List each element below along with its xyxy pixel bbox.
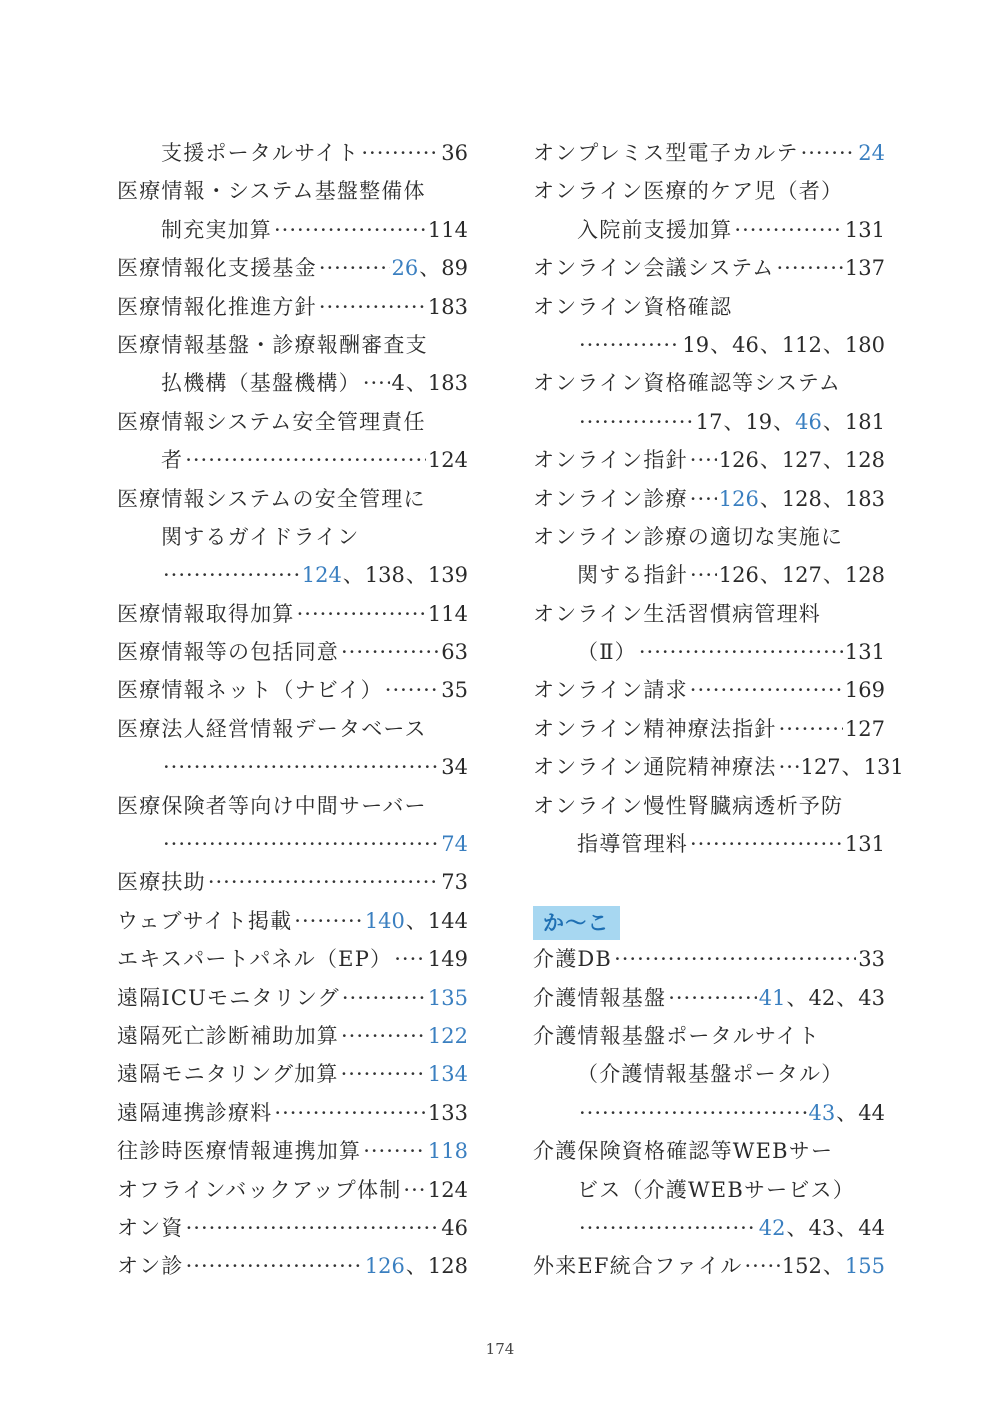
page-refs <box>365 1247 468 1285</box>
index-term: オンライン診療 <box>533 486 688 511</box>
page-refs <box>441 748 468 786</box>
leader-dots <box>579 326 680 364</box>
page-separator: 、 <box>710 332 732 357</box>
page-refs <box>782 1247 885 1285</box>
page-separator: 、 <box>405 1254 427 1279</box>
leader-dots <box>639 633 843 671</box>
leader-dots <box>341 1055 426 1093</box>
page-refs <box>858 940 885 978</box>
index-term: ビス（介護WEBサービス） <box>577 1177 855 1202</box>
index-term: オン資 <box>117 1215 184 1240</box>
index-entry <box>533 211 885 249</box>
leader-dots <box>668 979 757 1017</box>
page-separator: 、 <box>786 1215 808 1240</box>
leader-dots <box>776 249 842 287</box>
index-term: オンライン通院精神療法 <box>533 755 777 780</box>
page-ref-highlight: 24 <box>858 141 885 165</box>
index-term: オン診 <box>117 1254 184 1279</box>
index-term: 外来EF統合ファイル <box>533 1254 743 1279</box>
index-column-left <box>117 134 468 1286</box>
page-ref-highlight: 41 <box>758 985 786 1010</box>
index-term: オンライン指針 <box>533 448 688 473</box>
page-ref: 114 <box>427 217 468 242</box>
page-refs <box>428 940 468 978</box>
page-ref: 112 <box>781 332 822 357</box>
leader-dots <box>363 364 390 402</box>
index-term: 介護情報基盤 <box>533 985 667 1010</box>
index-term: 関するガイドライン <box>161 524 360 549</box>
page-ref-highlight: 43 <box>808 1100 836 1125</box>
leader-dots <box>579 1094 807 1132</box>
page-refs <box>858 134 885 172</box>
page-ref: 73 <box>441 870 468 895</box>
index-entry <box>117 1017 468 1055</box>
page-separator: 、 <box>759 563 781 588</box>
page-ref: 127 <box>781 563 822 588</box>
leader-dots <box>363 1132 426 1170</box>
index-term: 支援ポータルサイト <box>161 141 360 165</box>
page-refs <box>845 249 885 287</box>
index-entry <box>533 1094 885 1132</box>
index-term: 医療情報・システム基盤整備体 <box>117 179 426 204</box>
page-ref: 152 <box>781 1254 822 1279</box>
index-term: 遠隔死亡診断補助加算 <box>117 1023 339 1048</box>
page-separator: 、 <box>836 985 858 1010</box>
index-entry <box>117 633 468 671</box>
page-refs <box>441 863 468 901</box>
index-column-right <box>533 134 904 1286</box>
page-ref: 139 <box>427 563 468 588</box>
page-separator: 、 <box>822 409 844 434</box>
leader-dots <box>579 1209 757 1247</box>
index-term: 医療情報取得加算 <box>117 601 295 626</box>
index-entry <box>533 403 885 441</box>
index-entry <box>533 249 885 287</box>
index-entry <box>117 288 468 326</box>
page-ref: 124 <box>427 1177 468 1202</box>
page-refs <box>441 825 468 863</box>
index-term: エキスパートパネル（EP） <box>117 947 393 972</box>
index-term: 医療保険者等向け中間サーバー <box>117 793 427 818</box>
index-entry <box>117 403 468 441</box>
index-entry <box>117 518 468 556</box>
page-separator: 、 <box>405 371 427 396</box>
page-refs <box>845 671 885 709</box>
index-term: 医療情報化推進方針 <box>117 294 317 319</box>
index-entry <box>117 940 468 978</box>
page-ref: 126 <box>718 448 759 473</box>
leader-dots <box>319 288 426 326</box>
index-term: オンライン精神療法指針 <box>533 716 777 741</box>
page-ref: 43 <box>858 985 885 1010</box>
page-separator: 、 <box>773 409 795 434</box>
page-separator: 、 <box>841 755 863 780</box>
leader-dots <box>744 1247 779 1285</box>
page-ref: 124 <box>427 448 468 473</box>
page-ref: 128 <box>844 563 885 588</box>
leader-dots <box>690 480 717 518</box>
page-refs <box>428 211 468 249</box>
leader-dots <box>274 1094 426 1132</box>
page-ref: 42 <box>808 985 836 1010</box>
page-refs <box>365 902 468 940</box>
index-entry <box>117 441 468 479</box>
page-refs <box>696 403 885 441</box>
page-ref: 180 <box>844 332 885 357</box>
page-refs <box>428 1094 468 1132</box>
index-term: オンライン医療的ケア児（者） <box>533 179 844 204</box>
page-refs <box>719 556 885 594</box>
page-refs <box>428 1017 468 1055</box>
leader-dots <box>801 134 857 172</box>
page-separator: 、 <box>822 486 844 511</box>
page-ref: 19 <box>682 332 710 357</box>
page-ref: 35 <box>441 678 468 703</box>
index-term: 関する指針 <box>577 563 688 588</box>
leader-dots <box>294 902 363 940</box>
index-entry <box>117 1132 468 1170</box>
page-ref-highlight: 122 <box>427 1023 468 1048</box>
leader-dots <box>579 403 694 441</box>
page-ref: 44 <box>858 1215 885 1240</box>
leader-dots <box>779 748 799 786</box>
section-heading: か〜こ <box>533 906 620 940</box>
index-term: 医療情報化支援基金 <box>117 256 317 281</box>
page-refs <box>759 979 885 1017</box>
page-ref-highlight: 126 <box>364 1254 405 1279</box>
index-entry <box>117 172 468 210</box>
index-term: オフラインバックアップ体制 <box>117 1177 402 1202</box>
index-entry <box>533 979 885 1017</box>
page-refs <box>801 748 904 786</box>
page-ref: 183 <box>844 486 885 511</box>
index-entry <box>117 825 468 863</box>
index-entry <box>117 134 468 172</box>
page-refs <box>392 364 468 402</box>
index-entry <box>533 748 904 786</box>
page-ref: 128 <box>844 448 885 473</box>
page-ref: 127 <box>781 448 822 473</box>
page-refs <box>428 979 468 1017</box>
page-ref: 126 <box>718 563 759 588</box>
index-entry <box>533 1247 885 1285</box>
page-number: 174 <box>485 1340 515 1358</box>
leader-dots <box>394 940 426 978</box>
page-ref: 137 <box>844 256 885 281</box>
page-ref: 34 <box>441 755 468 780</box>
page-separator: 、 <box>405 563 427 588</box>
leader-dots <box>361 134 439 172</box>
page-refs <box>845 825 885 863</box>
index-entry <box>533 556 885 594</box>
page-ref: 46 <box>441 1215 468 1240</box>
page-refs <box>845 710 885 748</box>
leader-dots <box>690 825 843 863</box>
page-ref: 89 <box>441 256 468 281</box>
page-refs <box>845 211 885 249</box>
leader-dots <box>163 825 439 863</box>
leader-dots <box>319 249 390 287</box>
index-entry <box>117 249 468 287</box>
index-entry <box>117 863 468 901</box>
page-refs <box>809 1094 885 1132</box>
index-term: オンプレミス型電子カルテ <box>533 141 799 165</box>
index-entry <box>117 1247 468 1285</box>
page-separator: 、 <box>419 256 441 281</box>
leader-dots <box>297 595 426 633</box>
index-term: 指導管理料 <box>577 832 688 857</box>
index-entry <box>533 1017 885 1055</box>
index-entry <box>533 940 885 978</box>
leader-dots <box>163 556 300 594</box>
page-ref-highlight: 134 <box>427 1062 468 1087</box>
index-term: 者 <box>161 448 184 473</box>
page-separator: 、 <box>759 486 781 511</box>
section-heading-row <box>533 902 885 940</box>
leader-dots <box>208 863 439 901</box>
leader-dots <box>690 441 717 479</box>
page-ref: 131 <box>863 755 904 780</box>
page-ref-highlight: 42 <box>758 1215 786 1240</box>
page-ref-highlight: 124 <box>301 563 342 588</box>
page-separator: 、 <box>822 1254 844 1279</box>
index-entry <box>533 671 885 709</box>
index-term: オンライン生活習慣病管理料 <box>533 601 821 626</box>
leader-dots <box>163 748 439 786</box>
index-term: オンライン資格確認等システム <box>533 371 842 396</box>
index-entry <box>533 1209 885 1247</box>
page-ref: 46 <box>732 332 759 357</box>
page-ref: 36 <box>441 141 468 165</box>
index-term: オンライン請求 <box>533 678 688 703</box>
index-entry <box>533 825 885 863</box>
page-refs <box>428 1055 468 1093</box>
index-term: オンライン会議システム <box>533 256 775 281</box>
page-refs <box>682 326 885 364</box>
index-entry <box>117 556 468 594</box>
index-entry <box>533 1132 885 1170</box>
index-entry <box>117 787 468 825</box>
index-entry <box>533 326 885 364</box>
index-entry <box>533 787 885 825</box>
index-term: オンライン資格確認 <box>533 294 733 319</box>
index-term: オンライン慢性腎臓病透析予防 <box>533 793 844 818</box>
leader-dots <box>779 710 843 748</box>
index-term: 医療情報システムの安全管理に <box>117 486 426 511</box>
page-separator: 、 <box>342 563 364 588</box>
page-ref: 131 <box>844 217 885 242</box>
index-entry <box>533 364 885 402</box>
index-term: 医療情報ネット（ナビイ） <box>117 678 383 703</box>
index-term: 医療扶助 <box>117 870 206 895</box>
page-ref: 128 <box>781 486 822 511</box>
page-ref-highlight: 26 <box>391 256 419 281</box>
index-entry <box>533 172 885 210</box>
page-refs <box>302 556 468 594</box>
page-ref-highlight: 155 <box>844 1254 885 1279</box>
page-refs <box>719 441 885 479</box>
leader-dots <box>614 940 856 978</box>
page-ref: 183 <box>427 371 468 396</box>
index-term: （Ⅱ） <box>577 640 637 665</box>
leader-dots <box>186 1247 363 1285</box>
index-entry <box>533 633 885 671</box>
index-entry <box>533 288 885 326</box>
index-entry <box>117 671 468 709</box>
index-term: 医療情報システム安全管理責任 <box>117 409 426 434</box>
index-entry <box>533 134 885 172</box>
leader-dots <box>734 211 843 249</box>
page-ref: 44 <box>858 1100 885 1125</box>
index-entry <box>533 595 885 633</box>
index-term: ウェブサイト掲載 <box>117 908 293 933</box>
index-entry <box>117 710 468 748</box>
leader-dots <box>274 211 426 249</box>
page-refs <box>441 633 468 671</box>
page-ref: 33 <box>858 947 885 972</box>
page-ref-highlight: 140 <box>364 908 405 933</box>
page-ref: 63 <box>441 640 468 665</box>
page-refs <box>428 288 468 326</box>
index-term: 介護DB <box>533 947 613 972</box>
index-entry <box>117 1094 468 1132</box>
index-entry <box>117 364 468 402</box>
index-entry <box>117 1171 468 1209</box>
page-separator: 、 <box>405 908 427 933</box>
index-term: 医療情報基盤・診療報酬審査支 <box>117 332 428 357</box>
leader-dots <box>403 1171 426 1209</box>
index-entry <box>117 748 468 786</box>
index-term: 遠隔連携診療料 <box>117 1100 273 1125</box>
page-ref: 131 <box>844 832 885 857</box>
page-refs <box>428 441 468 479</box>
page-ref-highlight: 46 <box>795 409 822 434</box>
page-separator: 、 <box>759 448 781 473</box>
page-ref: 149 <box>427 947 468 972</box>
leader-dots <box>385 671 439 709</box>
index-term: 介護情報基盤ポータルサイト <box>533 1023 821 1048</box>
page-separator: 、 <box>836 1100 858 1125</box>
leader-dots <box>341 633 439 671</box>
page-ref: 133 <box>427 1100 468 1125</box>
page-ref: 169 <box>844 678 885 703</box>
index-entry <box>533 1055 885 1093</box>
page-ref: 127 <box>800 755 841 780</box>
page-refs <box>428 595 468 633</box>
page-refs <box>759 1209 885 1247</box>
page-ref: 131 <box>844 640 885 665</box>
leader-dots <box>341 1017 426 1055</box>
page-ref: 183 <box>427 294 468 319</box>
page-refs <box>428 1132 468 1170</box>
index-entry <box>117 595 468 633</box>
index-entry <box>117 326 468 364</box>
index-term: 医療法人経営情報データベース <box>117 716 427 741</box>
page-ref-highlight: 126 <box>718 486 759 511</box>
page-ref: 43 <box>808 1215 836 1240</box>
page-separator: 、 <box>822 563 844 588</box>
page-ref: 138 <box>364 563 405 588</box>
index-entry <box>117 1209 468 1247</box>
page-ref: 17 <box>695 409 723 434</box>
page-refs <box>845 633 885 671</box>
spacer <box>533 863 885 901</box>
page-ref: 127 <box>844 716 885 741</box>
page-refs <box>392 249 468 287</box>
index-term: 遠隔モニタリング加算 <box>117 1062 339 1087</box>
page-ref: 144 <box>427 908 468 933</box>
page-separator: 、 <box>836 1215 858 1240</box>
index-term: （介護情報基盤ポータル） <box>577 1062 844 1087</box>
page-ref: 19 <box>745 409 773 434</box>
page-ref: 181 <box>844 409 885 434</box>
leader-dots <box>690 556 717 594</box>
index-term: 制充実加算 <box>161 217 272 242</box>
index-entry <box>533 441 885 479</box>
leader-dots <box>342 979 426 1017</box>
leader-dots <box>690 671 843 709</box>
index-entry <box>533 480 885 518</box>
index-term: オンライン診療の適切な実施に <box>533 524 844 549</box>
index-entry <box>533 1171 885 1209</box>
page-separator: 、 <box>759 332 781 357</box>
page-refs <box>719 480 885 518</box>
index-term: 介護保険資格確認等WEBサー <box>533 1139 834 1164</box>
page-refs <box>441 134 468 172</box>
leader-dots <box>186 1209 440 1247</box>
page-ref-highlight: 74 <box>441 832 468 857</box>
page-separator: 、 <box>786 985 808 1010</box>
page-ref: 128 <box>427 1254 468 1279</box>
page-ref: 4 <box>391 371 405 396</box>
index-term: 往診時医療情報連携加算 <box>117 1139 362 1164</box>
index-term: 遠隔ICUモニタリング <box>117 985 340 1010</box>
index-entry <box>117 979 468 1017</box>
index-entry <box>117 211 468 249</box>
page-ref-highlight: 135 <box>427 985 468 1010</box>
index-term: 払機構（基盤機構） <box>161 371 361 396</box>
index-entry <box>533 518 885 556</box>
page-separator: 、 <box>822 332 844 357</box>
leader-dots <box>185 441 426 479</box>
page-refs <box>441 1209 468 1247</box>
page-separator: 、 <box>723 409 745 434</box>
page-ref-highlight: 118 <box>427 1139 468 1164</box>
index-entry <box>533 710 885 748</box>
index-entry <box>117 480 468 518</box>
page-ref: 114 <box>427 601 468 626</box>
index-entry <box>117 902 468 940</box>
index-term: 医療情報等の包括同意 <box>117 640 339 665</box>
index-entry <box>117 1055 468 1093</box>
page-refs <box>441 671 468 709</box>
page-separator: 、 <box>822 448 844 473</box>
page-refs <box>428 1171 468 1209</box>
index-term: 入院前支援加算 <box>577 217 733 242</box>
